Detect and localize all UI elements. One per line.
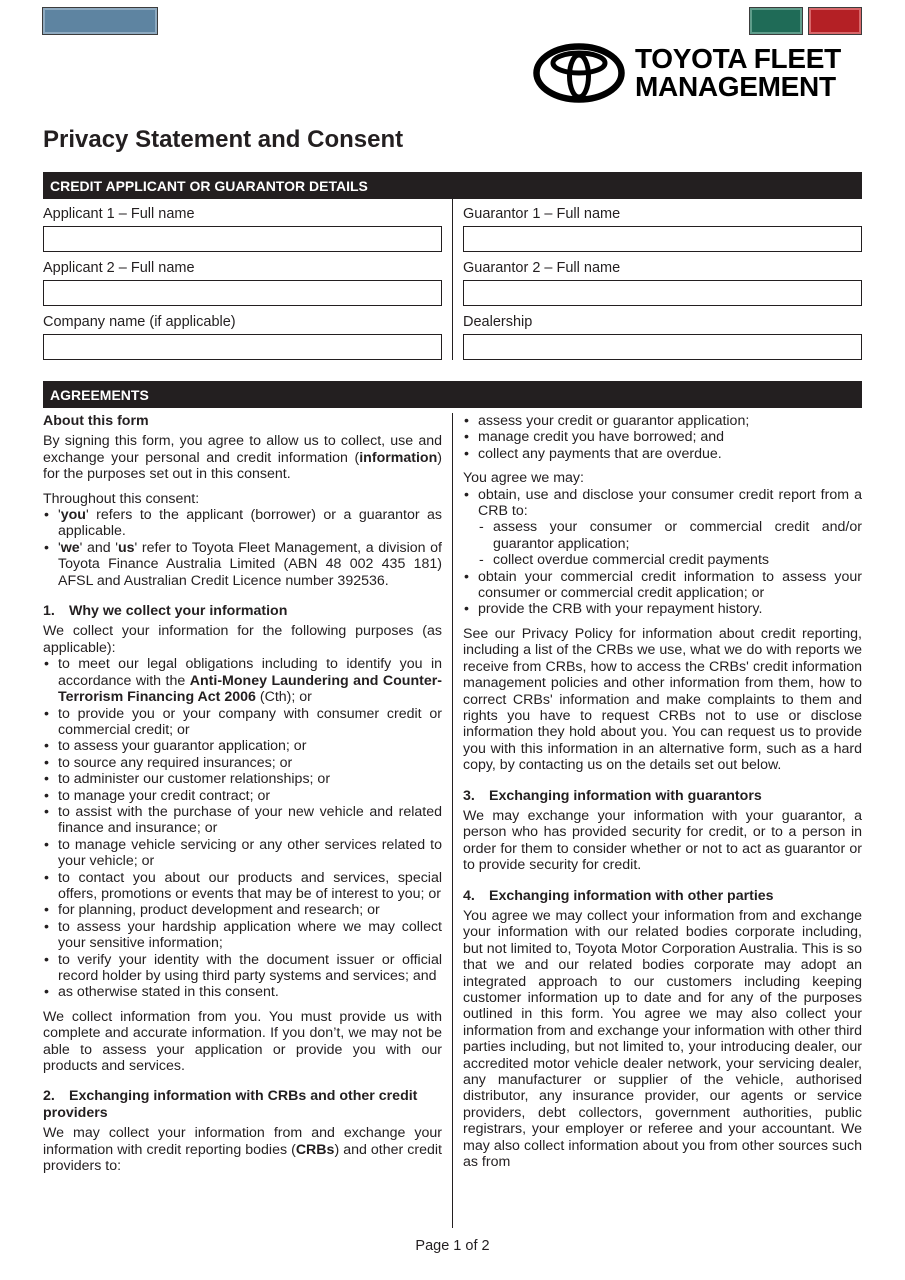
agreements-left-column [43,413,442,1174]
purpose-item: • to verify your identity with the document issuer or official record holder by using third party systems and services; and [43,952,442,985]
purpose-item: • to administer our customer relationships; or [43,771,442,787]
collect-paragraph: We collect information from you. You must provide us with complete and accurate information. If you don’t, we may not be able to assess your application or provide you with our products and services. [43,1008,442,1075]
details-column-divider [452,199,453,360]
privacy-policy-paragraph: See our Privacy Policy for information about credit reporting, including a list of the CRBs we use, what we do with reports we receive from CRBs, how to access the CRBs' credit information management policies and other information from them, how to correct CRBs' information and make complaints to them and rights you have to request CRBs not to use or disclose information they hold about you. You can request us to provide you with this information in an alternative form, such as a hard copy, by contacting us on the details set out below. [463,625,862,774]
purpose-item: • to assist with the purchase of your new vehicle and related finance and insurance; or [43,804,442,837]
details-section-heading: CREDIT APPLICANT OR GUARANTOR DETAILS [43,172,862,199]
definitions-list [43,507,442,589]
definition-we-us: • 'we' and 'us' refer to Toyota Fleet Management, a division of Toyota Finance Australia Limited (ABN 48 002 435 181) AFSL and Australian Credit Licence number 392536. [43,540,442,589]
section-1-intro: We collect your information for the following purposes (as applicable): [43,623,442,656]
purpose-item: • to provide you or your company with consumer credit or commercial credit; or [43,706,442,739]
about-paragraph: By signing this form, you agree to allow us to collect, use and exchange your personal and credit information (information) for the purposes set out in this consent. [43,433,442,483]
guarantor-2-field[interactable] [463,280,862,306]
purpose-item: • to meet our legal obligations including to identify you in accordance with the Anti-Money Laundering and Counter-Terrorism Financing Act 2006 (Cth); or [43,656,442,705]
guarantor-1-label: Guarantor 1 – Full name [463,206,621,222]
logo-line-2: MANAGEMENT [635,71,836,102]
dealership-field[interactable] [463,334,862,360]
crb-purpose-item: • manage credit you have borrowed; and [463,429,862,445]
agreements-section-heading: AGREEMENTS [43,381,862,408]
section-2-paragraph: We may collect your information from and exchange your information with credit reporting bodies (CRBs) and other credit providers to: [43,1125,442,1175]
agree-item: • provide the CRB with your repayment history. [463,601,862,617]
reset-form-button[interactable] [808,7,862,35]
agree-item: • obtain your commercial credit information to assess your consumer or commercial credit application; or [463,569,862,602]
agree-may-text: You agree we may: [463,470,584,487]
purpose-item: • to source any required insurances; or [43,755,442,771]
purpose-item: • for planning, product development and research; or [43,902,442,918]
section-3-paragraph: We may exchange your information with your guarantor, a person who has provided security for credit, or to a person in order for them to consider whether or not to act as guarantor or to provide security for credit. [463,807,862,874]
definition-you: • 'you' refers to the applicant (borrower) or a guarantor as applicable. [43,507,442,540]
agreements-column-divider [452,413,453,1228]
section-2-heading: 2. Exchanging information with CRBs and other credit providers [43,1088,418,1121]
print-form-button[interactable] [42,7,158,35]
section-3-heading: 3. Exchanging information with guarantors [463,787,762,804]
dealership-label: Dealership [463,314,533,330]
agreements-right-column [463,413,862,1170]
toyota-emblem-icon [533,43,625,103]
purpose-item: • as otherwise stated in this consent. [43,984,442,1000]
about-heading: About this form [43,413,149,429]
section-1-heading: 1. Why we collect your information [43,603,288,620]
company-name-label: Company name (if applicable) [43,314,236,330]
logo-line-1: TOYOTA FLEET [635,43,841,74]
purposes-list [43,656,442,1001]
purpose-item: • to contact you about our products and services, special offers, promotions or events that may be of interest to you; or [43,870,442,903]
applicant-2-field[interactable] [43,280,442,306]
agree-sub-item: - assess your consumer or commercial credit and/or guarantor application; [463,519,862,552]
crb-purpose-item: • collect any payments that are overdue. [463,446,862,462]
page-number: Page 1 of 2 [415,1238,490,1254]
purpose-item: • to manage your credit contract; or [43,788,442,804]
guarantor-2-label: Guarantor 2 – Full name [463,260,621,276]
section-4-heading: 4. Exchanging information with other parties [463,887,774,904]
logo-wordmark [635,45,841,101]
purpose-item: • to assess your guarantor application; or [43,738,442,754]
applicant-1-field[interactable] [43,226,442,252]
agree-item: • obtain, use and disclose your consumer credit report from a CRB to: [463,487,862,520]
purpose-item: • to manage vehicle servicing or any other services related to your vehicle; or [43,837,442,870]
save-form-button[interactable] [749,7,803,35]
agree-sub-item: - collect overdue commercial credit payments [463,552,862,568]
applicant-1-label: Applicant 1 – Full name [43,206,195,222]
company-name-field[interactable] [43,334,442,360]
toyota-fleet-logo [533,42,863,104]
crb-purpose-item: • assess your credit or guarantor application; [463,413,862,429]
guarantor-1-field[interactable] [463,226,862,252]
page-title: Privacy Statement and Consent [43,126,404,153]
section-4-paragraph: You agree we may collect your information from and exchange your information with our related bodies corporate including, but not limited to, Toyota Motor Corporation Australia. This is so that we and our related bodies corporate may adopt an integrated approach to our customers including keeping customer information up to date and for any of the purposes outlined in this form. You agree we may also collect your information from and exchange your information with other third parties including, but not limited to, your introducing dealer, our accredited motor vehicle dealer network, your servicing dealer, any manufacturer or supplier of the vehicle, authorised distributor, any insurance provider, our agents or service providers, debt collectors, government authorities, public registrars, your employer or referee and your accountant. We may also collect information about you from other sources such as from [463,907,862,1171]
agree-may-list [463,487,862,618]
throughout-text: Throughout this consent: [43,490,200,507]
crb-purposes-list [463,413,862,462]
applicant-2-label: Applicant 2 – Full name [43,260,195,276]
purpose-item: • to assess your hardship application where we may collect your sensitive information; [43,919,442,952]
